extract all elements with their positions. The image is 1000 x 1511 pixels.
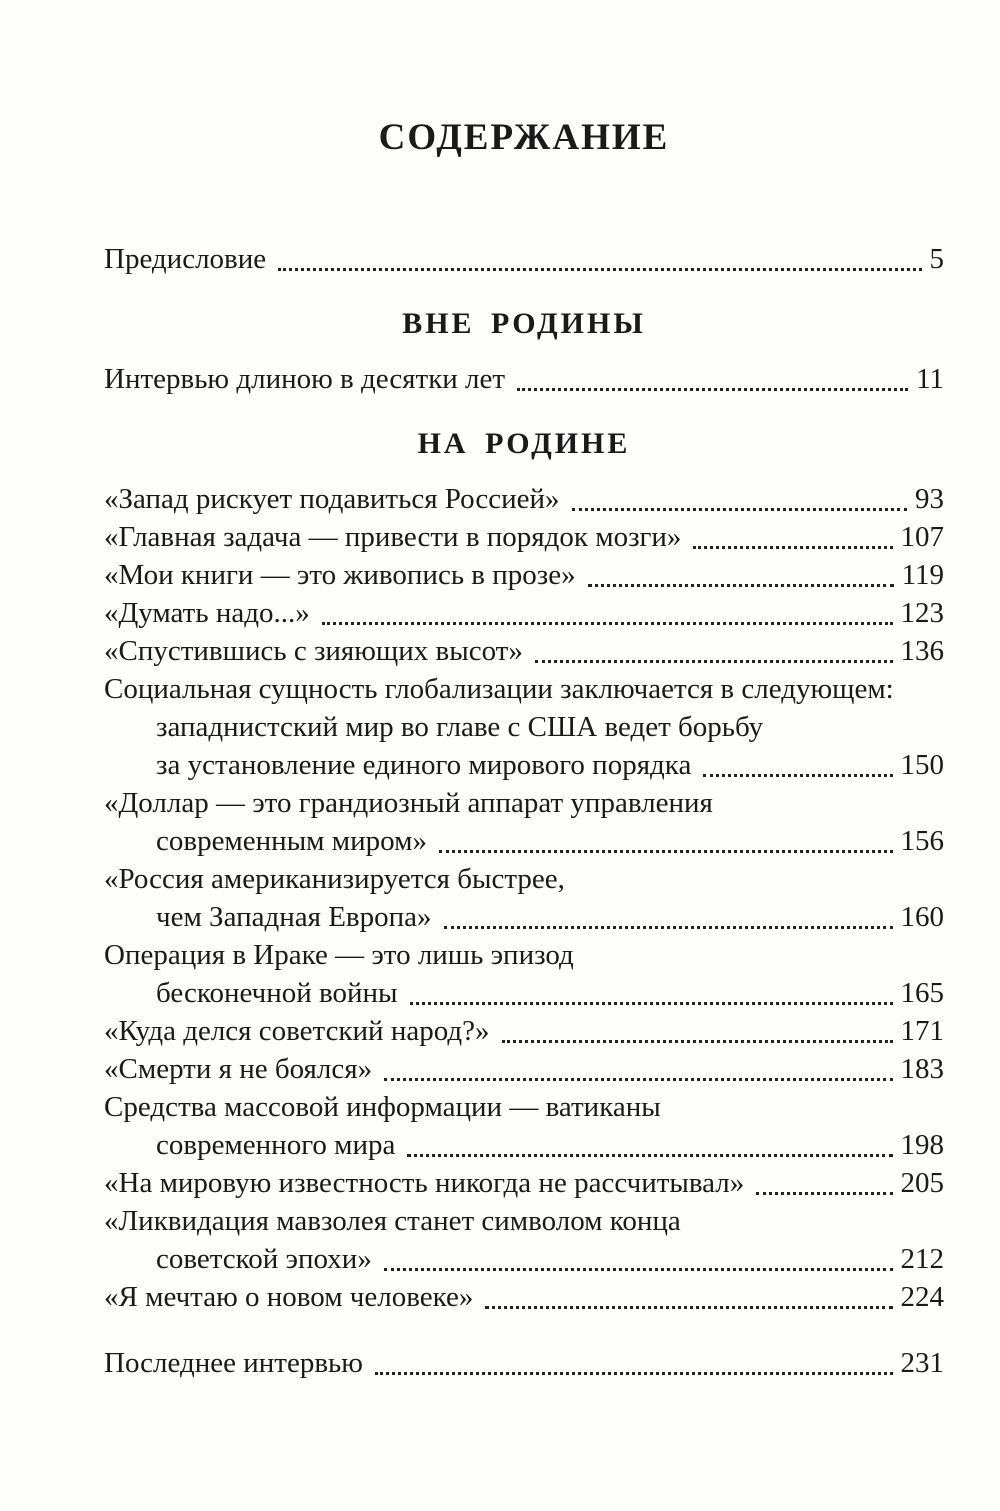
toc-line [104,594,944,632]
page-number: 107 [900,521,944,553]
entry-title: «Мои книги — это живопись в прозе» [104,559,576,591]
entry-title: «Доллар — это грандиозный аппарат управления [104,787,713,819]
dot-leader [535,660,893,663]
page-number: 11 [916,363,944,395]
entry-title: бесконечной войны [156,977,398,1009]
page-number: 224 [900,1281,944,1313]
dot-leader [756,1192,892,1195]
dot-leader [384,1078,892,1081]
toc-entry [104,936,944,1012]
entry-title: Предисловие [104,243,267,275]
entry-title: Социальная сущность глобализации заключается в следующем: [104,673,894,705]
page-number: 212 [900,1243,944,1275]
toc-line [104,936,944,974]
toc-line [104,1126,944,1164]
page-number: 156 [900,825,944,857]
toc-line [104,974,944,1012]
dot-leader [278,268,921,271]
entry-title: современным миром» [156,825,427,857]
toc-entry [104,1088,944,1164]
page-number: 123 [900,597,944,629]
page-number: 205 [900,1167,944,1199]
page-number: 160 [900,901,944,933]
toc-entry [104,860,944,936]
toc-entry [104,1050,944,1088]
toc-line [104,556,944,594]
entry-title: «Я мечтаю о новом человеке» [104,1281,474,1313]
toc-line [104,746,944,784]
toc-entry [104,1012,944,1050]
entry-title: «Куда делся советский народ?» [104,1015,490,1047]
dot-leader [384,1268,893,1271]
dot-leader [375,1372,893,1375]
entry-title: «Смерти я не боялся» [104,1053,373,1085]
toc-line [104,1278,944,1316]
toc-line [104,480,944,518]
page-number: 198 [900,1129,944,1161]
toc-entry [104,594,944,632]
entry-title: чем Западная Европа» [156,901,432,933]
entry-title: западнистский мир во главе с США ведет борьбу [156,711,764,743]
toc-line [104,860,944,898]
entry-title: современного мира [156,1129,396,1161]
page-number: 231 [900,1347,944,1379]
dot-leader [407,1154,892,1157]
entry-title: «Думать надо...» [104,597,310,629]
toc-entry [104,784,944,860]
page-number: 183 [900,1053,944,1085]
entry-title: Операция в Ираке — это лишь эпизод [104,939,574,971]
dot-leader [693,546,892,549]
dot-leader [322,622,893,625]
page-number: 93 [915,483,944,515]
entry-title: «Спустившись с зияющих высот» [104,635,523,667]
page-number: 5 [929,243,944,275]
entry-title: Средства массовой информации — ватиканы [104,1091,661,1123]
toc-line [104,1240,944,1278]
dot-leader [588,584,894,587]
toc-entry [104,1164,944,1202]
toc-line [104,670,944,708]
toc-list [104,240,944,1382]
toc-entry [104,670,944,784]
toc-line [104,632,944,670]
entry-title: «Главная задача — привести в порядок мозги» [104,521,682,553]
toc-line [104,1164,944,1202]
toc-line [104,518,944,556]
dot-leader [703,774,892,777]
page-title: СОДЕРЖАНИЕ [378,117,670,158]
toc-entry [104,1278,944,1316]
dot-leader [439,850,893,853]
entry-title: советской эпохи» [156,1243,372,1275]
toc-line [104,822,944,860]
dot-leader [485,1306,892,1309]
dot-leader [444,926,893,929]
entry-title: «Запад рискует подавиться Россией» [104,483,560,515]
toc-line [104,708,944,746]
page-number: 136 [900,635,944,667]
dot-leader [517,388,908,391]
toc-entry [104,240,944,278]
entry-title: за установление единого мирового порядка [156,749,692,781]
toc-line [104,1050,944,1088]
dot-leader [410,1002,893,1005]
toc-entry [104,518,944,556]
toc-entry [104,1202,944,1278]
page-number: 119 [901,559,944,591]
toc-entry [104,1344,944,1382]
dot-leader [502,1040,893,1043]
toc-line [104,1012,944,1050]
entry-title: «Ликвидация мавзолея станет символом конца [104,1205,681,1237]
toc-line [104,1202,944,1240]
toc-entry [104,480,944,518]
toc-line [104,898,944,936]
toc-entry [104,632,944,670]
section-heading: ВНЕ РОДИНЫ [402,307,646,340]
toc-entry [104,360,944,398]
section-heading: НА РОДИНЕ [417,427,631,460]
toc-line [104,784,944,822]
page-number: 150 [900,749,944,781]
page-number: 171 [900,1015,944,1047]
toc-line [104,1088,944,1126]
entry-title: Последнее интервью [104,1347,363,1379]
dot-leader [572,508,907,511]
entry-title: «На мировую известность никогда не рассчитывал» [104,1167,745,1199]
toc-line [104,240,944,278]
toc-line [104,1344,944,1382]
entry-title: «Россия американизируется быстрее, [104,863,565,895]
toc-line [104,360,944,398]
entry-title: Интервью длиною в десятки лет [104,363,506,395]
page-number: 165 [900,977,944,1009]
toc-entry [104,556,944,594]
